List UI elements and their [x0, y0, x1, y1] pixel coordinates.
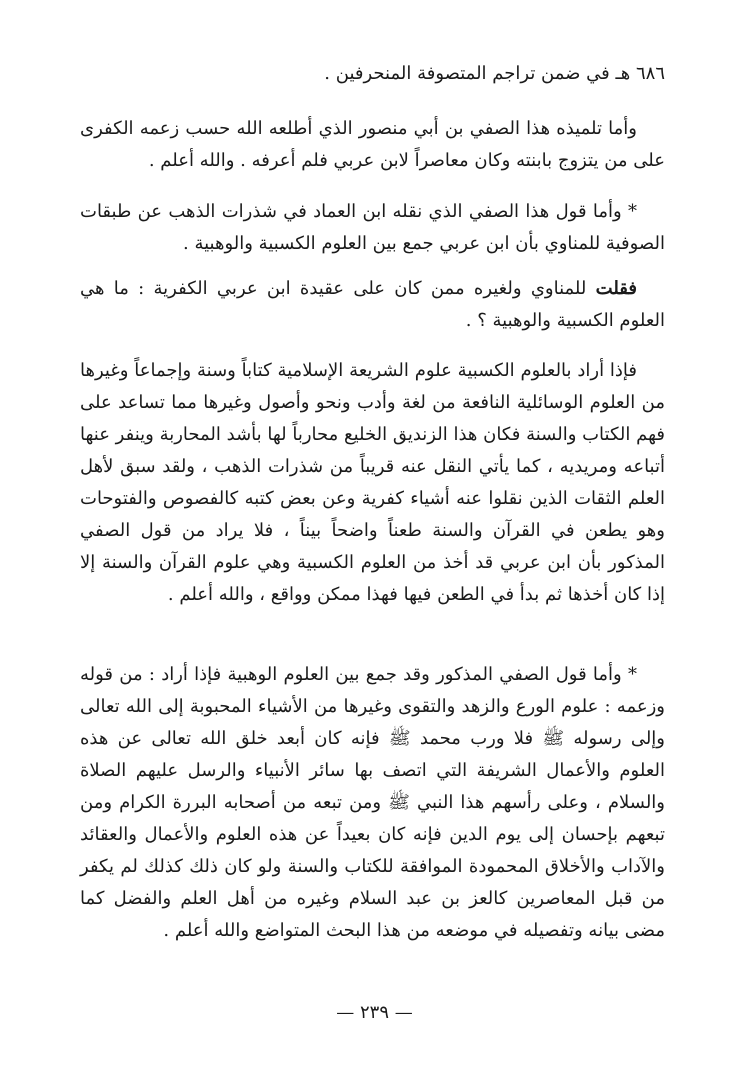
paragraph-continuation: ٦٨٦ هـ في ضمن تراجم المتصوفة المنحرفين . — [324, 63, 665, 84]
paragraph-safi-student: وأما تلميذه هذا الصفي بن أبي منصور الذي أطلعه الله حسب زعمه الكفرى على من يتزوج بابنته وكان معاصراً لابن عربي فلم أعرفه . والله أعلم . — [80, 118, 665, 171]
paragraph-wahbi-sciences: * وأما قول الصفي المذكور وقد جمع بين العلوم الوهبية فإذا أراد : من قوله وزعمه : علوم الورع والزهد والتقوى وغيرها من الأشياء المحبوبة إلى الله تعالى وإلى رسوله ﷺ فلا ورب محمد ﷺ فإنه كان أبعد خلق الله تعالى عن هذه العلوم والأعمال الشريفة التي اتصف بها سائر الأنبياء والرسل عليهم الصلاة والسلام ، وعلى رأسهم هذا النبي ﷺ ومن تبعه من أصحابه البررة الكرام ومن تبعهم بإحسان إلى يوم الدين فإنه كان بعيداً عن هذه العلوم والأعمال والعقائد والآداب والأخلاق المحمودة الموافقة للكتاب والسنة ولو كان ذلك كذلك لم يكفر من قبل المعاصرين كالعز بن عبد السلام وغيره من أهل العلم والفضل كما مضى بيانه وتفصيله في موضعه من هذا البحث المتواضع والله أعلم . — [80, 664, 665, 941]
paragraph-question — [80, 273, 665, 337]
page-number: — ٢٣٩ — — [336, 1002, 413, 1023]
paragraph-kasbi-sciences: فإذا أراد بالعلوم الكسبية علوم الشريعة الإسلامية كتاباً وسنة وإجماعاً وغيرها من العلوم الوسائلية النافعة من لغة وأدب ونحو وأصول وغيرها مما تساعد على فهم الكتاب والسنة فكان هذا الزنديق الخليع محارباً لها بأشد المحاربة وينفر عنها أتباعه ومريديه ، كما يأتي النقل عنه قريباً من شذرات الذهب ، ولقد سبق لأهل العلم الثقات الذين نقلوا عنه أشياء كفرية وعن بعض كتبه كالفصوص والفتوحات وهو يطعن في القرآن والسنة طعناً واضحاً بيناً ، فلا يراد من قول الصفي المذكور بأن ابن عربي قد أخذ من العلوم الكسبية وهي علوم القرآن والسنة إلا إذا كان أخذها ثم بدأ في الطعن فيها فهذا ممكن وواقع ، والله أعلم . — [80, 360, 665, 605]
paragraph-lead-word: فقلت — [595, 278, 637, 299]
paragraph-ibn-al-imad-quote: * وأما قول هذا الصفي الذي نقله ابن العماد في شذرات الذهب عن طبقات الصوفية للمناوي بأن ابن عربي جمع بين العلوم الكسبية والوهبية . — [80, 201, 665, 254]
paragraph-question-body: للمناوي ولغيره ممن كان على عقيدة ابن عربي الكفرية : ما هي العلوم الكسبية والوهبية ؟ . — [80, 278, 665, 331]
